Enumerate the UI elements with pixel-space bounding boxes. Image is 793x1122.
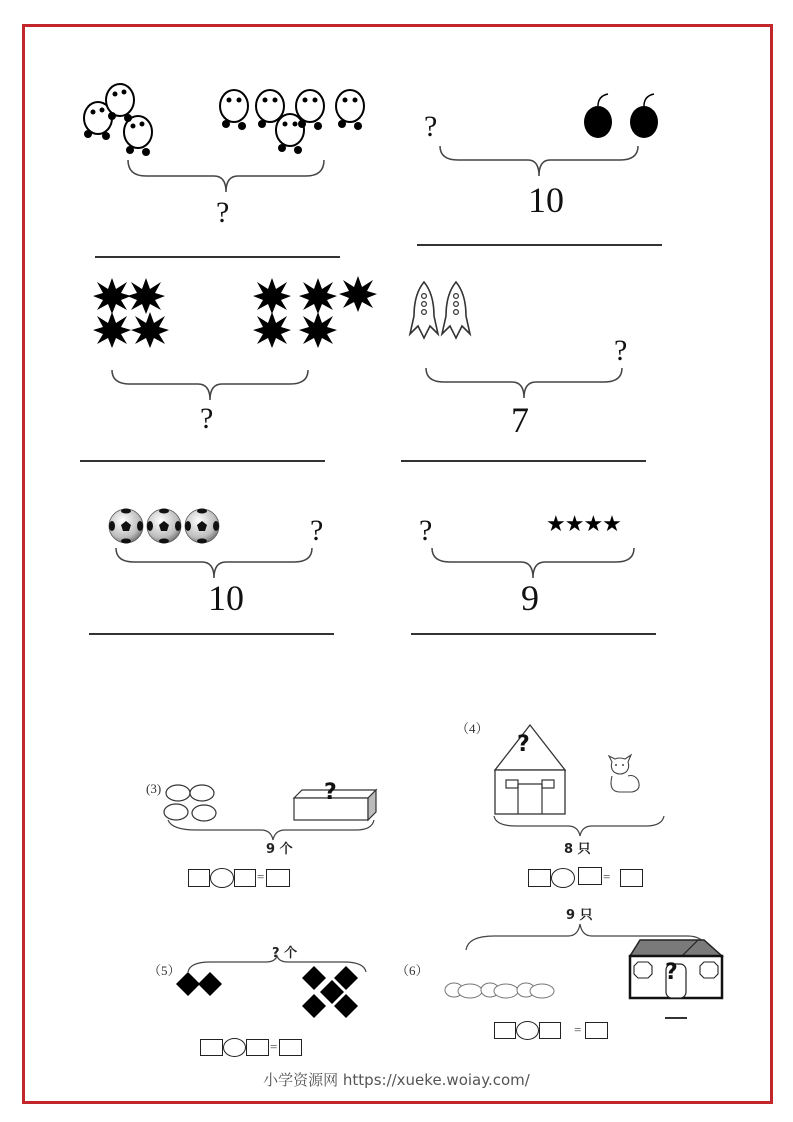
total-label: 8 只 — [564, 842, 591, 857]
equals-sign: = — [603, 869, 611, 884]
total-label: 9 — [521, 578, 539, 618]
problem-number: （5） — [148, 963, 181, 978]
brace-icon — [110, 368, 310, 404]
total-label: ? — [200, 402, 214, 435]
answer-line[interactable] — [89, 633, 334, 635]
brace-icon — [492, 814, 666, 838]
answer-box[interactable] — [266, 869, 290, 887]
operator-circle[interactable] — [223, 1038, 246, 1057]
unknown-label: ? — [614, 334, 628, 367]
answer-box[interactable] — [494, 1022, 516, 1039]
answer-box[interactable] — [246, 1039, 269, 1056]
star-icon: ★★★★ — [546, 512, 621, 537]
problem-number: （6） — [396, 963, 429, 978]
bomb-icon — [582, 90, 662, 140]
total-label: 7 — [511, 400, 529, 440]
equals-sign: = — [574, 1022, 582, 1037]
brace-icon — [114, 546, 314, 582]
answer-box[interactable] — [234, 869, 256, 887]
answer-box[interactable] — [528, 869, 551, 887]
answer-line[interactable] — [417, 244, 662, 246]
cat-icon — [606, 752, 642, 794]
answer-line[interactable] — [401, 460, 646, 462]
footer-watermark: 小学资源网 https://xueke.woiay.com/ — [263, 1071, 530, 1089]
total-label: 9 个 — [266, 842, 293, 857]
roof-question-mark: ? — [517, 732, 530, 757]
operator-circle[interactable] — [516, 1021, 539, 1040]
operator-circle[interactable] — [210, 868, 234, 888]
answer-box[interactable] — [188, 869, 210, 887]
total-label: ? 个 — [272, 946, 298, 961]
answer-box[interactable] — [279, 1039, 302, 1056]
brace-icon — [424, 366, 624, 402]
answer-line[interactable] — [95, 256, 340, 258]
total-label: 10 — [528, 180, 564, 220]
dash-mark — [665, 1017, 687, 1019]
door-question-mark: ? — [665, 960, 678, 985]
oval-icon — [164, 784, 224, 822]
total-label: 9 只 — [566, 908, 593, 923]
equals-sign: = — [257, 869, 265, 884]
panda-icon — [214, 80, 374, 160]
unknown-label: ? — [419, 514, 433, 547]
answer-box[interactable] — [200, 1039, 223, 1056]
problem-number: （4） — [456, 721, 489, 736]
answer-line[interactable] — [411, 633, 656, 635]
brace-icon — [430, 546, 636, 582]
answer-box[interactable] — [585, 1022, 608, 1039]
rocket-icon — [412, 280, 474, 344]
total-label: ? — [216, 196, 230, 229]
unknown-label: ? — [310, 514, 324, 547]
soccer-ball-icon — [106, 506, 226, 546]
brace-icon — [438, 144, 640, 180]
unknown-label: ? — [424, 110, 438, 143]
operator-circle[interactable] — [551, 868, 575, 888]
panda-icon — [78, 70, 178, 160]
sheep-icon — [444, 980, 556, 1002]
answer-box[interactable] — [620, 869, 643, 887]
answer-box[interactable] — [539, 1022, 561, 1039]
box-question-mark: ? — [324, 780, 337, 805]
diamond-icon — [176, 972, 366, 1026]
equals-sign: = — [270, 1039, 278, 1054]
total-label: 10 — [208, 578, 244, 618]
answer-box[interactable] — [578, 867, 602, 885]
house-icon — [494, 724, 566, 816]
problem-number: (3) — [146, 781, 162, 796]
answer-line[interactable] — [80, 460, 325, 462]
burst-star-icon — [94, 278, 384, 350]
brace-icon — [126, 158, 326, 194]
